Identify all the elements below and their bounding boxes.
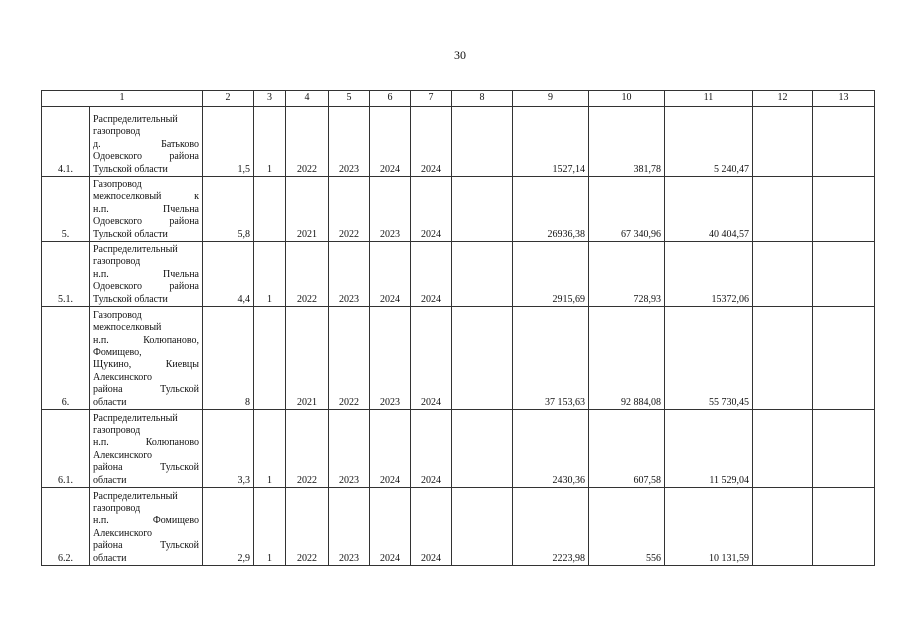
column-4-cell: 2022 — [286, 488, 329, 566]
column-5-cell: 2023 — [329, 488, 370, 566]
object-name-line: Распределительный — [93, 490, 178, 502]
row-number-cell: 6. — [42, 307, 90, 410]
object-name-line: Тульской области — [93, 163, 168, 175]
object-name-line: Распределительный — [93, 412, 178, 424]
object-name-line: Тульской области — [93, 228, 168, 240]
row-number-cell: 6.2. — [42, 488, 90, 566]
object-name-line: н.п. Фомищево — [93, 515, 199, 527]
object-name-cell — [90, 177, 203, 242]
table-row — [42, 107, 875, 177]
header-cell-2: 2 — [203, 91, 254, 107]
column-9-cell: 2223,98 — [513, 488, 589, 566]
object-name-line: Распределительный — [93, 113, 178, 125]
object-name-line: д. Батьково — [93, 138, 199, 150]
column-12-cell — [753, 177, 813, 242]
column-13-cell — [813, 488, 875, 566]
column-13-cell — [813, 107, 875, 177]
column-6-cell: 2023 — [370, 307, 411, 410]
column-12-cell — [753, 307, 813, 410]
object-name-cell — [90, 307, 203, 410]
column-4-cell: 2021 — [286, 177, 329, 242]
object-name-line: н.п. Пчельна — [93, 203, 199, 215]
object-name-line: Тульской области — [93, 293, 168, 305]
object-name-line: Газопровод — [93, 309, 142, 321]
object-name-line: района Тульской — [93, 384, 199, 396]
object-name-line: газопровод — [93, 424, 141, 436]
header-cell-8: 8 — [452, 91, 513, 107]
column-11-cell: 11 529,04 — [665, 410, 753, 488]
header-cell-12: 12 — [753, 91, 813, 107]
object-name-line: области — [93, 396, 127, 408]
column-6-cell: 2024 — [370, 410, 411, 488]
header-cell-1: 1 — [42, 91, 203, 107]
column-9-cell: 26936,38 — [513, 177, 589, 242]
object-name-line: газопровод — [93, 256, 141, 268]
object-name-line: Фомищево, — [93, 346, 142, 358]
column-11-cell: 55 730,45 — [665, 307, 753, 410]
column-13-cell — [813, 177, 875, 242]
column-7-cell: 2024 — [411, 307, 452, 410]
column-10-cell: 92 884,08 — [589, 307, 665, 410]
column-8-cell — [452, 177, 513, 242]
column-5-cell: 2022 — [329, 177, 370, 242]
header-cell-4: 4 — [286, 91, 329, 107]
column-5-cell: 2023 — [329, 242, 370, 307]
column-5-cell: 2023 — [329, 410, 370, 488]
header-cell-9: 9 — [513, 91, 589, 107]
column-11-cell: 5 240,47 — [665, 107, 753, 177]
column-6-cell: 2024 — [370, 488, 411, 566]
column-8-cell — [452, 242, 513, 307]
object-name-line: Распределительный — [93, 243, 178, 255]
row-number-cell: 4.1. — [42, 107, 90, 177]
object-name-line: Щукино, Киевцы — [93, 359, 199, 371]
column-3-cell: 1 — [254, 242, 286, 307]
table-row — [42, 307, 875, 410]
column-3-cell — [254, 177, 286, 242]
column-2-cell: 4,4 — [203, 242, 254, 307]
column-11-cell: 15372,06 — [665, 242, 753, 307]
table-body — [42, 107, 875, 566]
header-cell-3: 3 — [254, 91, 286, 107]
column-2-cell: 1,5 — [203, 107, 254, 177]
column-12-cell — [753, 242, 813, 307]
column-10-cell: 607,58 — [589, 410, 665, 488]
column-11-cell: 10 131,59 — [665, 488, 753, 566]
object-name-line: Алексинского — [93, 449, 153, 461]
column-4-cell: 2022 — [286, 410, 329, 488]
object-name-line: Газопровод — [93, 178, 142, 190]
column-2-cell: 2,9 — [203, 488, 254, 566]
column-11-cell: 40 404,57 — [665, 177, 753, 242]
column-12-cell — [753, 107, 813, 177]
object-name-line: Алексинского — [93, 371, 153, 383]
row-number-cell: 5.1. — [42, 242, 90, 307]
column-6-cell: 2024 — [370, 107, 411, 177]
column-7-cell: 2024 — [411, 488, 452, 566]
page-number: 30 — [454, 48, 466, 62]
column-4-cell: 2022 — [286, 242, 329, 307]
header-cell-11: 11 — [665, 91, 753, 107]
object-name-line: области — [93, 474, 127, 486]
header-cell-6: 6 — [370, 91, 411, 107]
object-name-line: газопровод — [93, 502, 141, 514]
column-8-cell — [452, 488, 513, 566]
object-name-cell — [90, 107, 203, 177]
column-3-cell: 1 — [254, 107, 286, 177]
header-cell-10: 10 — [589, 91, 665, 107]
column-13-cell — [813, 307, 875, 410]
table-row — [42, 410, 875, 488]
column-9-cell: 1527,14 — [513, 107, 589, 177]
gas-pipeline-table — [41, 90, 875, 566]
column-3-cell: 1 — [254, 410, 286, 488]
column-2-cell: 8 — [203, 307, 254, 410]
header-cell-13: 13 — [813, 91, 875, 107]
column-9-cell: 37 153,63 — [513, 307, 589, 410]
column-3-cell: 1 — [254, 488, 286, 566]
object-name-cell — [90, 242, 203, 307]
column-8-cell — [452, 307, 513, 410]
object-name-line: Одоевского района — [93, 151, 199, 163]
table-row — [42, 488, 875, 566]
column-7-cell: 2024 — [411, 107, 452, 177]
row-number-cell: 5. — [42, 177, 90, 242]
object-name-line: района Тульской — [93, 462, 199, 474]
object-name-line: н.п. Пчельна — [93, 268, 199, 280]
column-4-cell: 2022 — [286, 107, 329, 177]
object-name-line: Одоевского района — [93, 281, 199, 293]
object-name-line: межпоселковый к — [93, 191, 199, 203]
column-7-cell: 2024 — [411, 410, 452, 488]
column-12-cell — [753, 410, 813, 488]
column-13-cell — [813, 242, 875, 307]
column-2-cell: 5,8 — [203, 177, 254, 242]
column-6-cell: 2023 — [370, 177, 411, 242]
column-10-cell: 728,93 — [589, 242, 665, 307]
object-name-line: н.п. Колюпаново, — [93, 334, 199, 346]
object-name-line: Алексинского — [93, 527, 153, 539]
header-row — [42, 91, 875, 107]
column-5-cell: 2022 — [329, 307, 370, 410]
object-name-cell — [90, 488, 203, 566]
row-number-cell: 6.1. — [42, 410, 90, 488]
object-name-line: газопровод — [93, 126, 141, 138]
object-name-cell — [90, 410, 203, 488]
column-9-cell: 2915,69 — [513, 242, 589, 307]
column-13-cell — [813, 410, 875, 488]
object-name-line: межпоселковый — [93, 322, 162, 334]
table-row — [42, 242, 875, 307]
column-10-cell: 67 340,96 — [589, 177, 665, 242]
column-5-cell: 2023 — [329, 107, 370, 177]
column-10-cell: 381,78 — [589, 107, 665, 177]
column-4-cell: 2021 — [286, 307, 329, 410]
column-8-cell — [452, 410, 513, 488]
column-2-cell: 3,3 — [203, 410, 254, 488]
column-7-cell: 2024 — [411, 242, 452, 307]
column-7-cell: 2024 — [411, 177, 452, 242]
object-name-line: района Тульской — [93, 540, 199, 552]
table-row — [42, 177, 875, 242]
object-name-line: н.п. Колюпаново — [93, 437, 199, 449]
column-6-cell: 2024 — [370, 242, 411, 307]
column-10-cell: 556 — [589, 488, 665, 566]
object-name-line: Одоевского района — [93, 216, 199, 228]
column-8-cell — [452, 107, 513, 177]
object-name-line: области — [93, 552, 127, 564]
header-cell-5: 5 — [329, 91, 370, 107]
column-9-cell: 2430,36 — [513, 410, 589, 488]
header-cell-7: 7 — [411, 91, 452, 107]
column-12-cell — [753, 488, 813, 566]
column-3-cell — [254, 307, 286, 410]
